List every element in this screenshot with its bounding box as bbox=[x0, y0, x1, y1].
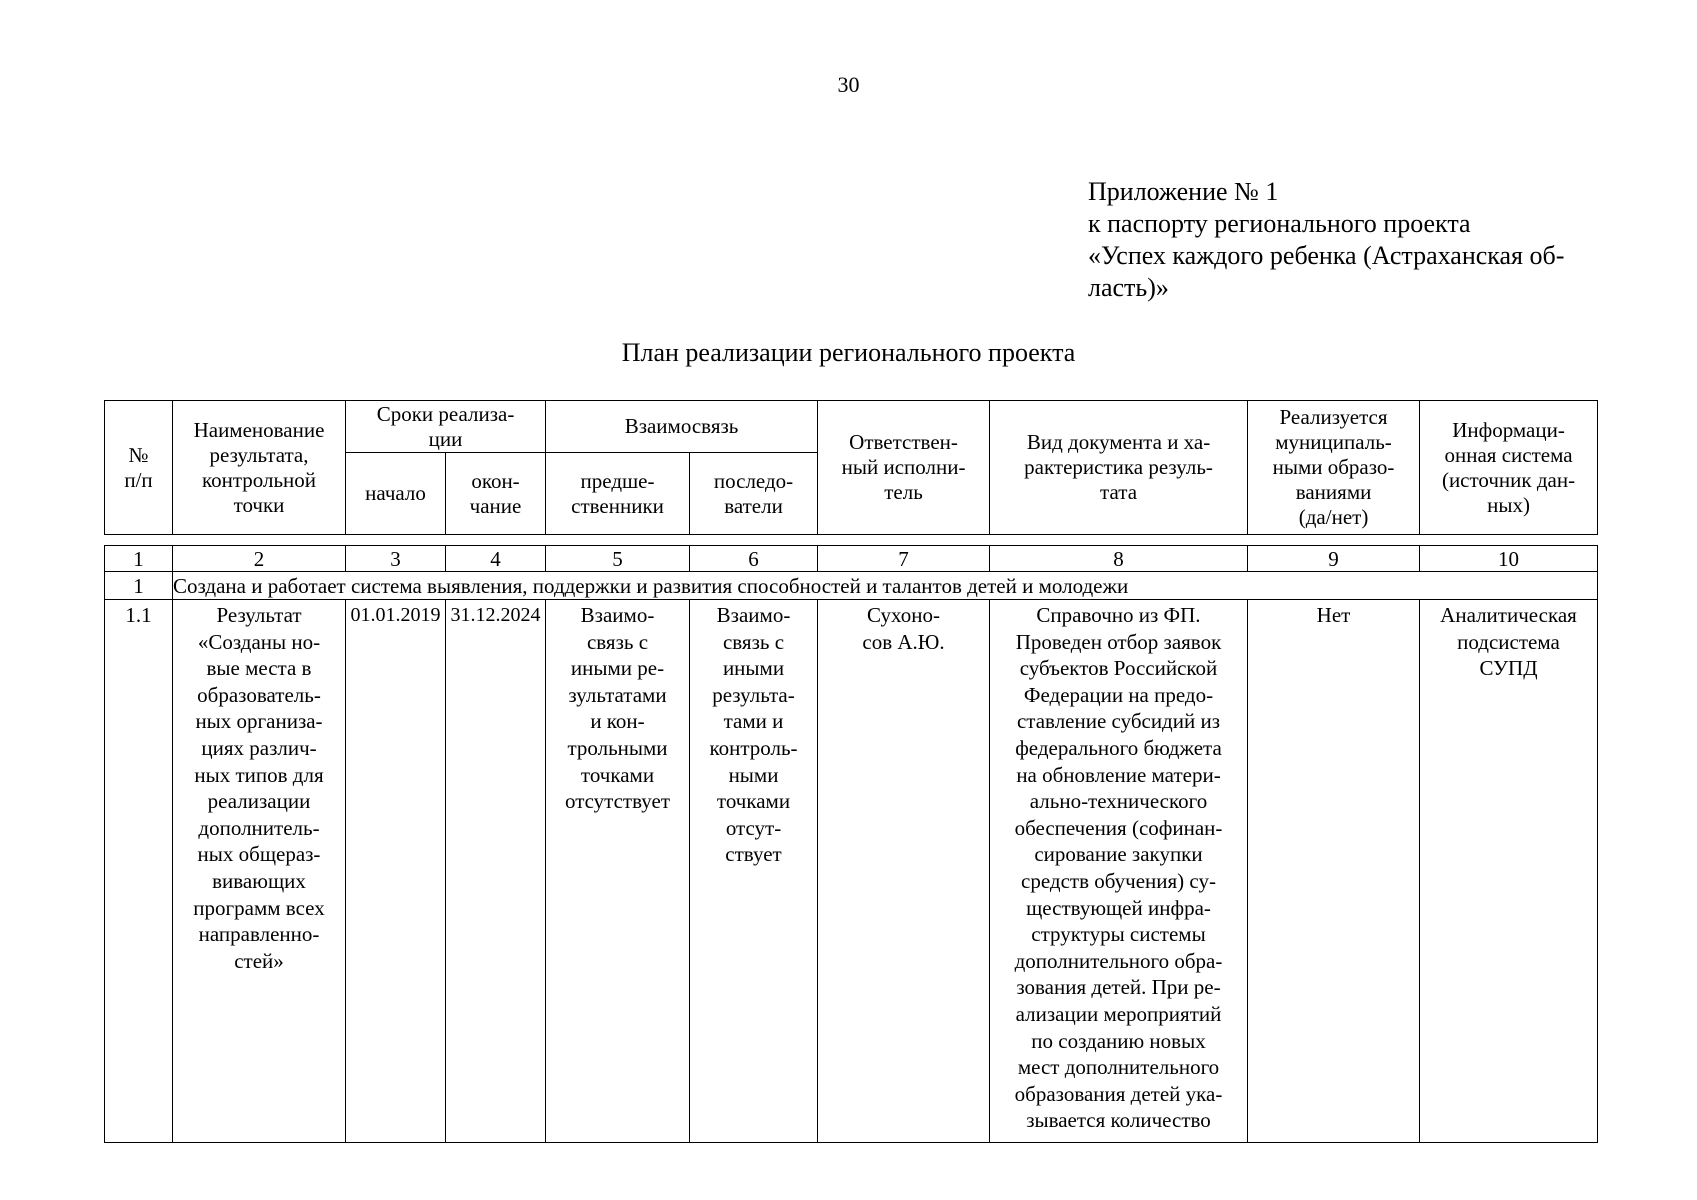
cell-text-line: ных) bbox=[1487, 492, 1530, 517]
row-responsible bbox=[818, 600, 990, 1143]
row-result-name bbox=[173, 600, 346, 1143]
cell-text-line: Наименование bbox=[193, 417, 325, 442]
row-info-system bbox=[1420, 600, 1598, 1143]
cell-text-line: программ всех bbox=[193, 895, 325, 920]
cell-text-line: ставление субсидий из bbox=[1016, 709, 1221, 734]
page-number: 30 bbox=[837, 72, 860, 97]
column-number: 4 bbox=[446, 546, 546, 572]
column-numbers-row bbox=[105, 546, 1598, 572]
cell-text-line: сов А.Ю. bbox=[862, 629, 945, 654]
cell-text-line: Проведен отбор заявок bbox=[1015, 629, 1222, 654]
cell-text-line: Взаимо- bbox=[716, 603, 791, 627]
column-number: 2 bbox=[173, 546, 346, 572]
cell-text-line: Сухоно- bbox=[867, 603, 940, 627]
header-successors bbox=[690, 453, 818, 535]
header-links-label: Взаимосвязь bbox=[624, 414, 739, 438]
cell-text-line: № bbox=[128, 442, 149, 467]
cell-text-line: ственники bbox=[571, 493, 664, 518]
cell-text-line: средств обучения) су- bbox=[1021, 868, 1216, 893]
header-document bbox=[990, 401, 1248, 535]
cell-text-line: предше- bbox=[580, 468, 655, 493]
cell-text-line: точки bbox=[233, 492, 285, 517]
header-responsible bbox=[818, 401, 990, 535]
cell-text-line: Аналитическая bbox=[1440, 603, 1577, 627]
cell-text-line: обеспечения (софинан- bbox=[1014, 815, 1223, 840]
cell-text-line: ствует bbox=[725, 842, 782, 867]
cell-text-line: СУПД bbox=[1479, 656, 1538, 681]
row-start-date: 01.01.2019 bbox=[346, 600, 446, 1143]
section-title: Создана и работает система выявления, поддержки и развития способностей и талантов детей и молодежи bbox=[173, 572, 1598, 600]
row-municipal: Нет bbox=[1248, 600, 1420, 1143]
cell-text-line: трольными bbox=[567, 735, 668, 760]
cell-text-line: субъектов Российской bbox=[1019, 656, 1218, 681]
cell-text-line: ально-технического bbox=[1029, 789, 1208, 814]
appendix-line: к паспорту регионального проекта bbox=[1088, 209, 1471, 238]
appendix-line: «Успех каждого ребенка (Астраханская об- bbox=[1088, 241, 1565, 270]
cell-text-line: ществующей инфра- bbox=[1026, 895, 1211, 920]
header-municipal bbox=[1248, 401, 1420, 535]
cell-text-line: реализации bbox=[207, 789, 311, 814]
cell-text-line: образования детей ука- bbox=[1014, 1081, 1223, 1106]
row-end-date: 31.12.2024 bbox=[446, 600, 546, 1143]
column-number: 5 bbox=[546, 546, 690, 572]
cell-text-line: циях различ- bbox=[201, 735, 317, 760]
header-info-system bbox=[1420, 401, 1598, 535]
cell-text-line: зывается количество bbox=[1026, 1108, 1211, 1133]
row-number: 1.1 bbox=[105, 600, 173, 1143]
cell-text-line: дополнитель- bbox=[198, 815, 320, 840]
cell-text-line: ных типов для bbox=[194, 762, 324, 787]
cell-text-line: Вид документа и ха- bbox=[1026, 430, 1211, 454]
cell-text-line: вые места в bbox=[206, 656, 312, 681]
cell-text-line: структуры системы bbox=[1031, 922, 1206, 947]
cell-text-line: точками bbox=[580, 762, 655, 787]
cell-text-line: вивающих bbox=[212, 868, 306, 893]
cell-text-line: рактеристика резуль- bbox=[1024, 455, 1213, 479]
cell-text-line: по созданию новых bbox=[1031, 1028, 1206, 1053]
header-predecessors bbox=[546, 453, 690, 535]
cell-text-line: федерального бюджета bbox=[1015, 735, 1222, 760]
cell-text-line: направленно- bbox=[198, 922, 320, 947]
cell-text-line: муниципаль- bbox=[1275, 430, 1392, 454]
cell-text-line: ный исполни- bbox=[841, 455, 966, 479]
cell-text-line: иными ре- bbox=[570, 656, 665, 681]
cell-text-line: ализации мероприятий bbox=[1015, 1001, 1222, 1026]
column-number: 1 bbox=[105, 546, 173, 572]
row-document bbox=[990, 600, 1248, 1143]
cell-text-line: точками bbox=[716, 789, 791, 814]
appendix-line: ласть)» bbox=[1088, 273, 1169, 302]
row-predecessors bbox=[546, 600, 690, 1143]
section-row bbox=[105, 572, 1598, 600]
cell-text-line: окон- bbox=[471, 468, 520, 493]
column-number: 6 bbox=[690, 546, 818, 572]
cell-text-line: тель bbox=[884, 480, 923, 504]
cell-text-line: дополнительного обра- bbox=[1014, 948, 1223, 973]
header-number bbox=[105, 401, 173, 535]
header-result-name bbox=[173, 401, 346, 535]
cell-text-line: на обновление матери- bbox=[1016, 762, 1221, 787]
cell-text-line: Ответствен- bbox=[849, 430, 958, 454]
column-number: 10 bbox=[1420, 546, 1598, 572]
cell-text-line: Федерации на предо- bbox=[1023, 682, 1214, 707]
row-successors bbox=[690, 600, 818, 1143]
header-start: начало bbox=[346, 453, 446, 535]
cell-text-line: п/п bbox=[124, 467, 153, 492]
column-number: 7 bbox=[818, 546, 990, 572]
cell-text-line: контрольной bbox=[201, 467, 317, 492]
cell-text-line: ваниями bbox=[1295, 480, 1372, 504]
cell-text-line: тами и bbox=[723, 709, 784, 734]
header-links-group bbox=[546, 401, 818, 453]
cell-text-line: контроль- bbox=[709, 735, 798, 760]
cell-text-line: ными образо- bbox=[1272, 455, 1395, 479]
cell-text-line: Результат bbox=[216, 603, 302, 627]
cell-text-line: зования детей. При ре- bbox=[1016, 975, 1221, 1000]
plan-title: План реализации регионального проекта bbox=[621, 338, 1076, 367]
cell-text-line: онная система bbox=[1444, 442, 1573, 467]
appendix-caption bbox=[1088, 176, 1628, 304]
cell-text-line: зультатами bbox=[568, 682, 667, 707]
cell-text-line: отсутствует bbox=[564, 789, 671, 814]
header-dates-group bbox=[346, 401, 546, 453]
cell-text-line: результата, bbox=[209, 442, 309, 467]
cell-text-line: иными bbox=[722, 656, 785, 681]
cell-text-line: подсистема bbox=[1457, 629, 1560, 654]
cell-text-line: (источник дан- bbox=[1441, 467, 1576, 492]
cell-text-line: Справочно из ФП. bbox=[1036, 603, 1201, 627]
cell-text-line: Реализуется bbox=[1279, 405, 1388, 429]
table-row bbox=[105, 600, 1598, 1143]
column-number: 9 bbox=[1248, 546, 1420, 572]
cell-text-line: сирование закупки bbox=[1034, 842, 1203, 867]
table-header bbox=[104, 400, 1598, 535]
cell-text-line: тата bbox=[1100, 480, 1138, 504]
cell-text-line: (да/нет) bbox=[1298, 505, 1369, 529]
cell-text-line: Сроки реализа- bbox=[376, 401, 515, 426]
cell-text-line: отсут- bbox=[725, 815, 782, 840]
cell-text-line: ции bbox=[428, 426, 463, 451]
cell-text-line: последо- bbox=[713, 468, 794, 493]
cell-text-line: связь с bbox=[586, 629, 649, 654]
section-number: 1 bbox=[105, 572, 173, 600]
header-end bbox=[446, 453, 546, 535]
column-number: 8 bbox=[990, 546, 1248, 572]
cell-text-line: Информаци- bbox=[1452, 417, 1565, 442]
cell-text-line: ными bbox=[728, 762, 779, 787]
appendix-line: Приложение № 1 bbox=[1088, 177, 1279, 206]
cell-text-line: «Созданы но- bbox=[197, 629, 321, 654]
cell-text-line: стей» bbox=[234, 948, 284, 973]
cell-text-line: мест дополнительного bbox=[1017, 1055, 1220, 1080]
cell-text-line: ных организа- bbox=[195, 709, 323, 734]
cell-text-line: результа- bbox=[712, 682, 795, 707]
cell-text-line: ных общераз- bbox=[197, 842, 321, 867]
cell-text-line: ватели bbox=[724, 493, 783, 518]
column-number: 3 bbox=[346, 546, 446, 572]
cell-text-line: и кон- bbox=[590, 709, 645, 734]
cell-text-line: Взаимо- bbox=[580, 603, 655, 627]
cell-text-line: связь с bbox=[722, 629, 785, 654]
cell-text-line: образователь- bbox=[197, 682, 321, 707]
cell-text-line: чание bbox=[469, 493, 522, 518]
plan-table bbox=[104, 545, 1598, 1143]
